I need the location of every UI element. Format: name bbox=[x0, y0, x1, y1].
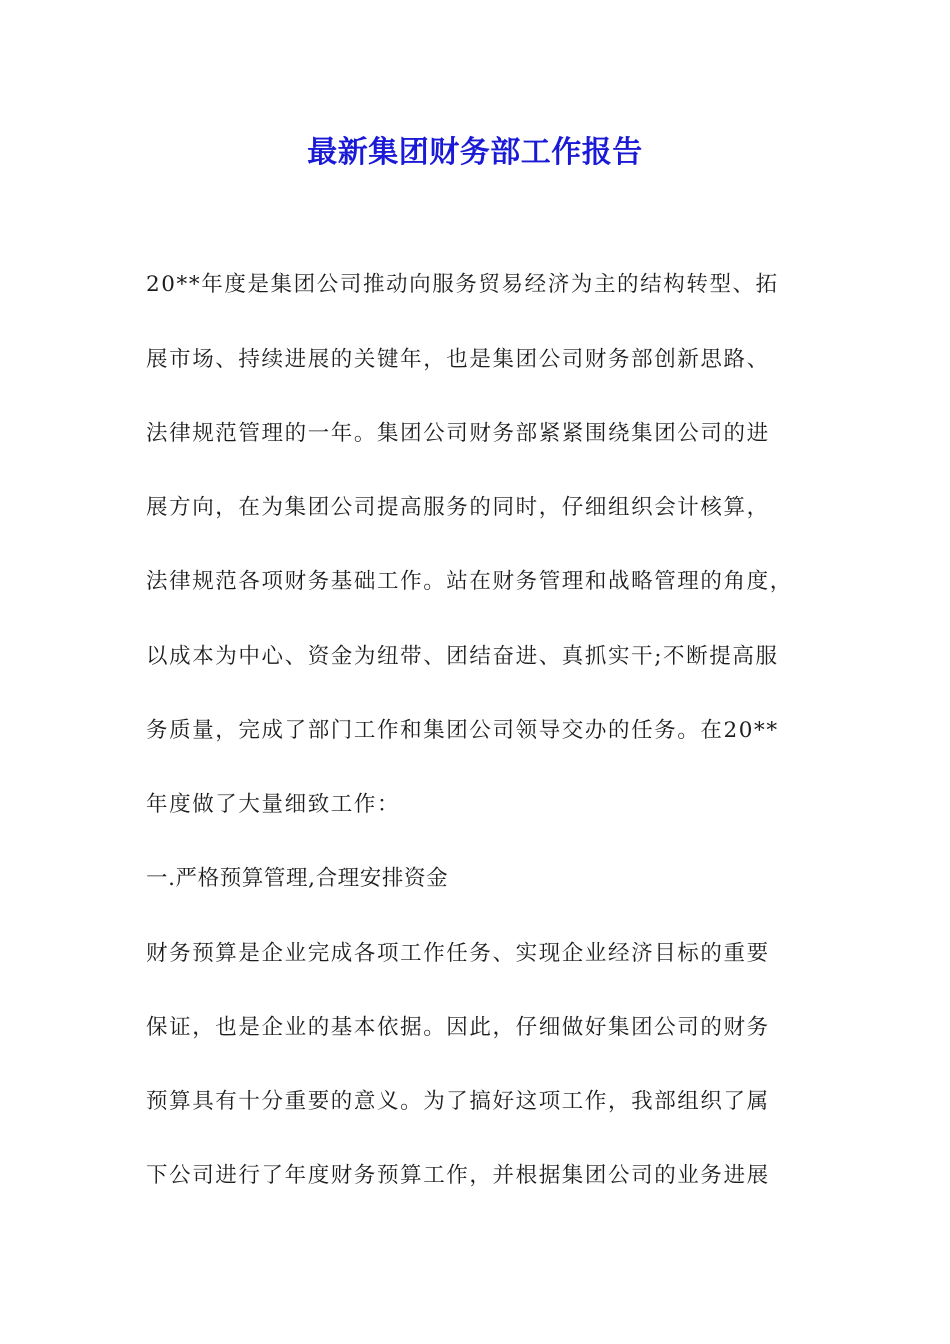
body-line: 20**年度是集团公司推动向服务贸易经济为主的结构转型、拓 bbox=[146, 272, 779, 297]
body-line: 法律规范管理的一年。集团公司财务部紧紧围绕集团公司的进 bbox=[146, 421, 770, 446]
body-line: 保证，也是企业的基本依据。因此，仔细做好集团公司的财务 bbox=[146, 1015, 770, 1040]
body-line: 展方向，在为集团公司提高服务的同时，仔细组织会计核算， bbox=[146, 495, 770, 520]
body-line: 下公司进行了年度财务预算工作，并根据集团公司的业务进展 bbox=[146, 1163, 770, 1188]
body-line: 以成本为中心、资金为纽带、团结奋进、真抓实干;不断提高服 bbox=[146, 644, 779, 669]
body-line: 预算具有十分重要的意义。为了搞好这项工作，我部组织了属 bbox=[146, 1089, 770, 1114]
body-line: 年度做了大量细致工作： bbox=[146, 792, 401, 817]
body-line: 法律规范各项财务基础工作。站在财务管理和战略管理的角度， bbox=[146, 569, 793, 594]
body-line: 财务预算是企业完成各项工作任务、实现企业经济目标的重要 bbox=[146, 941, 770, 966]
body-line: 展市场、持续进展的关键年，也是集团公司财务部创新思路、 bbox=[146, 347, 770, 372]
section-heading: 一.严格预算管理,合理安排资金 bbox=[146, 866, 449, 891]
body-line: 务质量，完成了部门工作和集团公司领导交办的任务。在20** bbox=[146, 718, 779, 743]
document-title: 最新集团财务部工作报告 bbox=[307, 135, 643, 170]
